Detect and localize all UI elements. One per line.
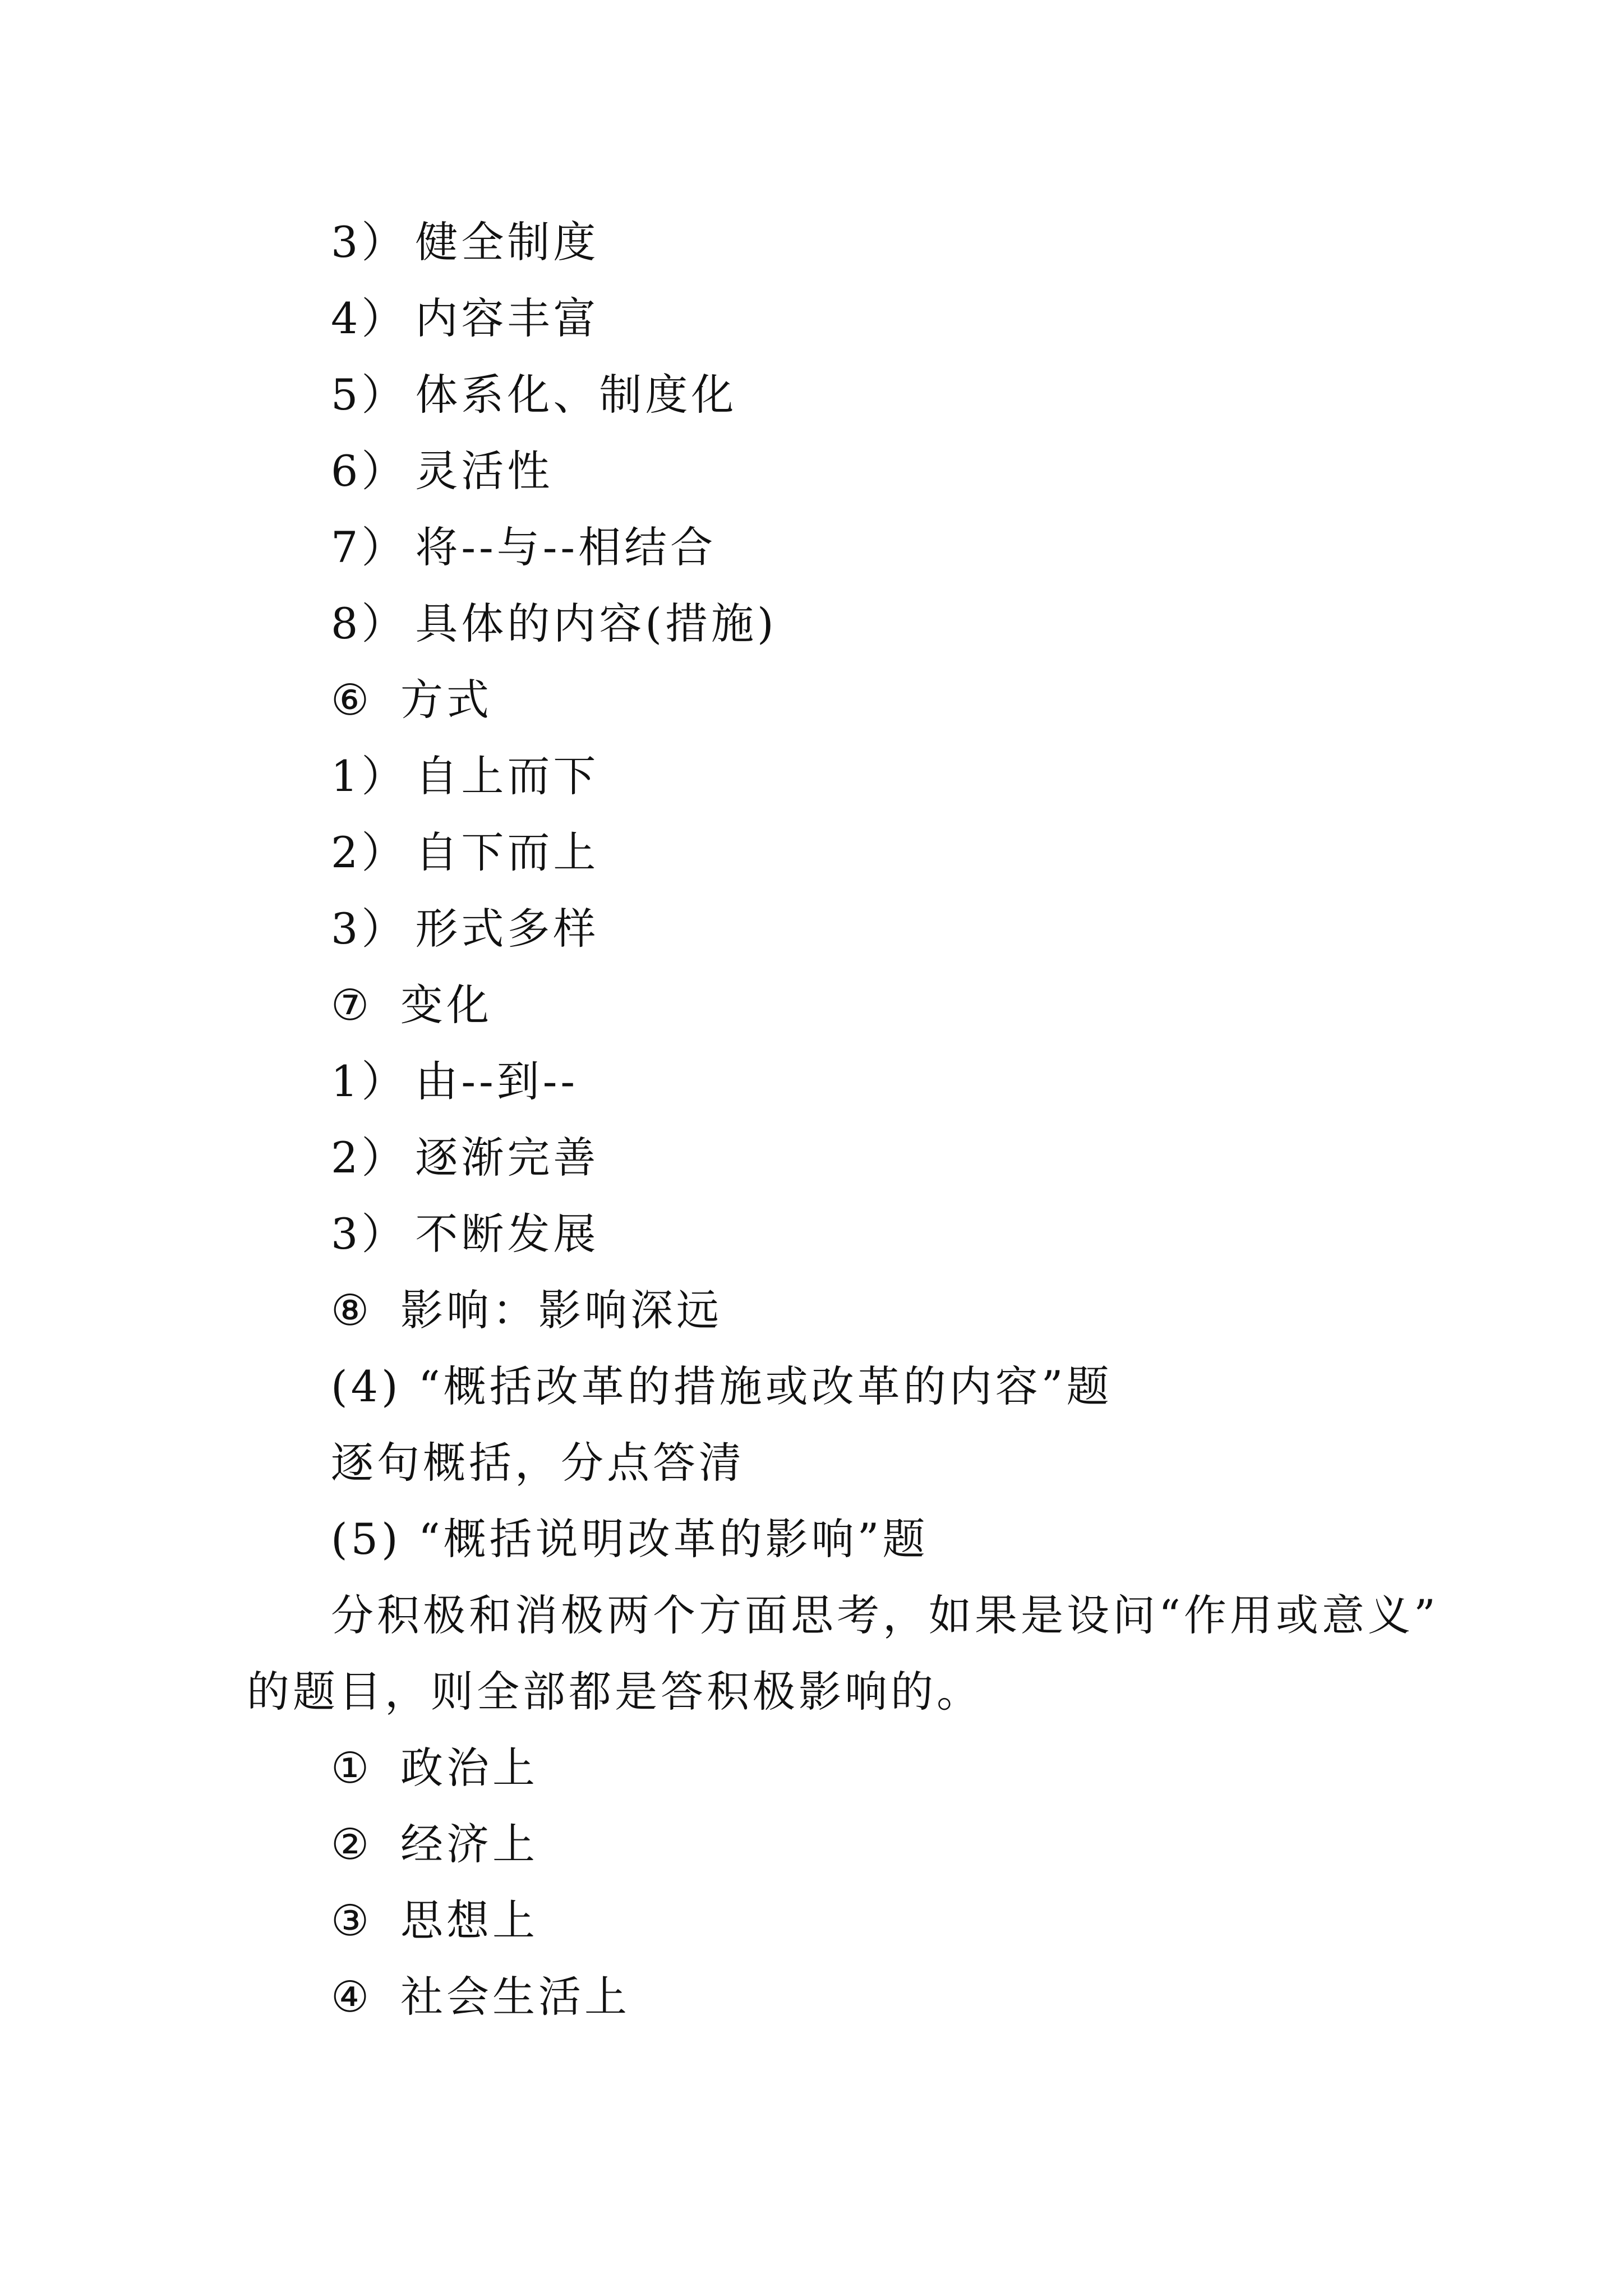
paragraph-text: 的题目，则全部都是答积极影响的。 [247, 1667, 983, 1717]
list-item [331, 977, 492, 1033]
item-text: 由--到-- [415, 1056, 579, 1106]
list-item [331, 1130, 599, 1186]
item-label: 3） [331, 1209, 408, 1259]
heading-text: (5) “概括说明改革的影响”题 [331, 1514, 929, 1564]
item-label: 1） [331, 751, 408, 801]
item-text: 不断发展 [415, 1209, 600, 1259]
item-text: 经济上 [400, 1819, 538, 1869]
list-item [331, 825, 599, 881]
item-text: 灵活性 [415, 446, 554, 496]
list-item [331, 214, 599, 270]
item-text: 自上而下 [415, 751, 600, 801]
item-label: 8） [331, 599, 408, 648]
heading-text: (4) “概括改革的措施或改革的内容”题 [331, 1361, 1113, 1411]
item-label: 5） [331, 370, 408, 420]
list-item [331, 672, 492, 728]
list-item [331, 519, 716, 576]
item-label: ⑦ [331, 980, 373, 1030]
list-item [331, 901, 599, 957]
item-text: 将--与--相结合 [415, 522, 717, 572]
item-label: 4） [331, 293, 408, 343]
list-item [331, 367, 737, 423]
list-item [331, 291, 599, 347]
item-text: 逐渐完善 [415, 1133, 600, 1182]
item-text: 政治上 [400, 1743, 538, 1793]
list-item [331, 1816, 538, 1872]
item-text: 体系化、制度化 [415, 370, 737, 420]
item-text: 具体的内容(措施) [415, 599, 777, 648]
item-label: 3） [331, 217, 408, 267]
paragraph-text: 逐句概括，分点答清 [331, 1438, 745, 1488]
item-label: ③ [331, 1895, 373, 1945]
list-item [331, 1053, 578, 1110]
section-heading [331, 1359, 1113, 1415]
item-label: ② [331, 1819, 373, 1869]
list-item [331, 596, 777, 652]
item-label: 6） [331, 446, 408, 496]
item-label: 7） [331, 522, 408, 572]
list-item [331, 1740, 538, 1796]
item-text: 形式多样 [415, 904, 600, 954]
paragraph-continuation [247, 1664, 983, 1720]
item-label: 2） [331, 1133, 408, 1182]
item-text: 影响：影响深远 [400, 1285, 722, 1335]
list-item [331, 1969, 630, 2025]
item-label: ⑥ [331, 675, 373, 725]
item-label: ⑧ [331, 1285, 373, 1335]
paragraph-text: 分积极和消极两个方面思考，如果是设问“作用或意义” [331, 1590, 1439, 1640]
item-text: 健全制度 [415, 217, 600, 267]
item-text: 社会生活上 [400, 1972, 630, 2022]
item-text: 方式 [400, 675, 492, 725]
item-text: 思想上 [400, 1895, 538, 1945]
list-item [331, 443, 553, 499]
paragraph [331, 1435, 745, 1491]
item-label: 2） [331, 827, 408, 877]
item-label: ① [331, 1743, 373, 1793]
section-heading [331, 1511, 929, 1567]
paragraph [331, 1588, 1439, 1644]
item-label: 3） [331, 904, 408, 954]
item-label: ④ [331, 1972, 373, 2022]
item-text: 变化 [400, 980, 492, 1030]
list-item [331, 1893, 538, 1949]
list-item [331, 1206, 599, 1262]
item-text: 自下而上 [415, 827, 600, 877]
list-item [331, 1282, 722, 1338]
list-item [331, 748, 599, 804]
item-label: 1） [331, 1056, 408, 1106]
item-text: 内容丰富 [415, 293, 600, 343]
